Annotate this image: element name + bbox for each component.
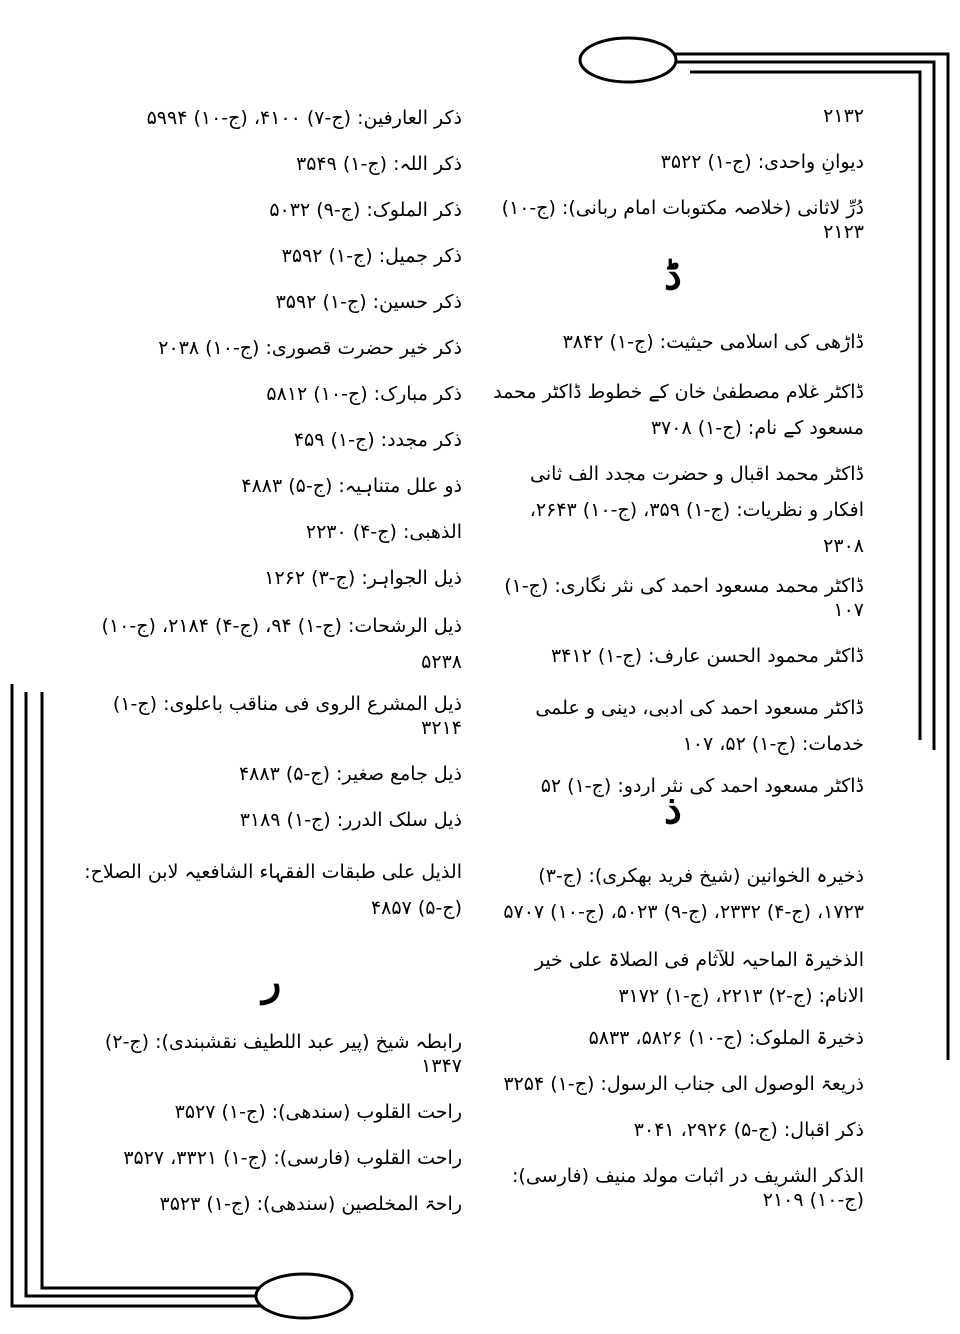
left-column-section-b xyxy=(78,1030,462,1216)
list-item: ڈاکٹر مسعود احمد کی نثر اردو: (ج-۱) ۵۲ xyxy=(540,775,864,797)
list-item: ذکر الملوک: (ج-۹) ۵۰۳۲ xyxy=(269,199,462,221)
list-item: راحت القلوب (سندھی): (ج-۱) ۳۵۲۷ xyxy=(174,1101,462,1123)
right-column xyxy=(492,104,864,244)
list-item: ذکر حسین: (ج-۱) ۳۵۹۲ xyxy=(275,291,462,313)
list-item: ڈاکٹر محمد اقبال و حضرت مجدد الف ثانی افکار و نظریات: (ج-۱) ۳۵۹، (ج-۱۰) ۲۶۴۳، ۲۳۰۸ xyxy=(529,463,864,557)
list-item: راحت القلوب (فارسی): (ج-۱) ۳۳۲۱، ۳۵۲۷ xyxy=(123,1147,462,1169)
section-heading-zaal: ذ xyxy=(664,786,682,833)
list-item: ذکر العارفین: (ج-۷) ۴۱۰۰، (ج-۱۰) ۵۹۹۴ xyxy=(146,107,462,129)
list-item: الذھبی: (ج-۴) ۲۲۳۰ xyxy=(305,521,462,543)
list-item: الذیل علی طبقات الفقہاء الشافعیہ لابن الصلاح: (ج-۵) ۴۸۵۷ xyxy=(84,861,462,919)
list-item: ذکر خیر حضرت قصوری: (ج-۱۰) ۲۰۳۸ xyxy=(158,337,462,359)
list-item: ذخیرۃ الملوک: (ج-۱۰) ۵۸۲۶، ۵۸۳۳ xyxy=(588,1027,864,1049)
list-item: ذکر مبارک: (ج-۱۰) ۵۸۱۲ xyxy=(266,383,462,405)
list-item: ذخیرہ الخوانین (شیخ فرید بھکری): (ج-۳) ۱۷۲۳، (ج-۴) ۲۳۳۲، (ج-۹) ۵۰۲۳، (ج-۱۰) ۵۷۰۷ xyxy=(503,865,864,923)
list-item: ڈاکٹر محمود الحسن عارف: (ج-۱) ۳۴۱۲ xyxy=(550,645,864,667)
left-column xyxy=(78,106,462,926)
list-item: الذکر الشریف در اثبات مولد منیف (فارسی): (ج-۱۰) ۲۱۰۹ xyxy=(512,1165,864,1211)
right-column-section-c xyxy=(492,858,864,1212)
list-item: ذیل الرشحات: (ج-۱) ۹۴، (ج-۴) ۲۱۸۴، (ج-۱۰) ۵۲۳۸ xyxy=(101,615,462,673)
list-item: دیوانِ واحدی: (ج-۱) ۳۵۲۲ xyxy=(660,151,864,173)
list-item: ذو علل متناہیہ: (ج-۵) ۴۸۸۳ xyxy=(241,475,462,497)
ornament-oval-top xyxy=(580,38,676,82)
list-item: الذخیرۃ الماحیہ للآثام فی الصلاۃ علی خیر الانام: (ج-۲) ۲۲۱۳، (ج-۱) ۳۱۷۲ xyxy=(534,949,864,1007)
list-item: راحۃ المخلصین (سندھی): (ج-۱) ۳۵۲۳ xyxy=(159,1193,462,1215)
list-item: ڈاکٹر غلام مصطفیٰ خان کے خطوط ڈاکٹر محمد مسعود کے نام: (ج-۱) ۳۷۰۸ xyxy=(493,381,864,439)
entry-list xyxy=(492,104,864,244)
list-item: ذیل جامع صغیر: (ج-۵) ۴۸۸۳ xyxy=(238,763,462,785)
list-item: ڈاکٹر مسعود احمد کی ادبی، دینی و علمی خدمات: (ج-۱) ۵۲، ۱۰۷ xyxy=(535,697,864,755)
list-item: ڈاڑھی کی اسلامی حیثیت: (ج-۱) ۳۸۴۲ xyxy=(562,331,864,353)
section-heading-daal-heavy: ڈ xyxy=(664,252,682,299)
list-item: ذکر جمیل: (ج-۱) ۳۵۹۲ xyxy=(281,245,462,267)
list-item: ذکر مجدد: (ج-۱) ۴۵۹ xyxy=(293,429,462,451)
list-item: دُرِّ لاثانی (خلاصہ مکتوبات امام ربانی): (ج-۱۰) ۲۱۲۳ xyxy=(501,197,864,243)
list-item: ذیل المشرع الروی فی مناقب باعلوی: (ج-۱) ۳۲۱۴ xyxy=(112,693,462,739)
list-item: ذریعۃ الوصول الی جناب الرسول: (ج-۱) ۳۲۵۴ xyxy=(503,1073,864,1095)
list-item: ذیل الجواہر: (ج-۳) ۱۲۶۲ xyxy=(264,567,462,589)
list-item: رابطہ شیخ (پیر عبد اللطیف نقشبندی): (ج-۲) ۱۳۴۷ xyxy=(104,1031,462,1077)
list-item: ذکر اقبال: (ج-۵) ۲۹۲۶، ۳۰۴۱ xyxy=(633,1119,864,1141)
section-heading-ray: ر xyxy=(262,958,282,1005)
list-item: ۲۱۳۲ xyxy=(823,105,864,127)
list-item: ذکر اللہ: (ج-۱) ۳۵۴۹ xyxy=(296,153,462,175)
list-item: ڈاکٹر محمد مسعود احمد کی نثر نگاری: (ج-۱) ۱۰۷ xyxy=(504,575,864,621)
list-item: ذیل سلک الدرر: (ج-۱) ۳۱۸۹ xyxy=(239,809,462,831)
ornament-oval-bottom xyxy=(256,1274,352,1318)
right-column-section-b xyxy=(492,330,864,798)
